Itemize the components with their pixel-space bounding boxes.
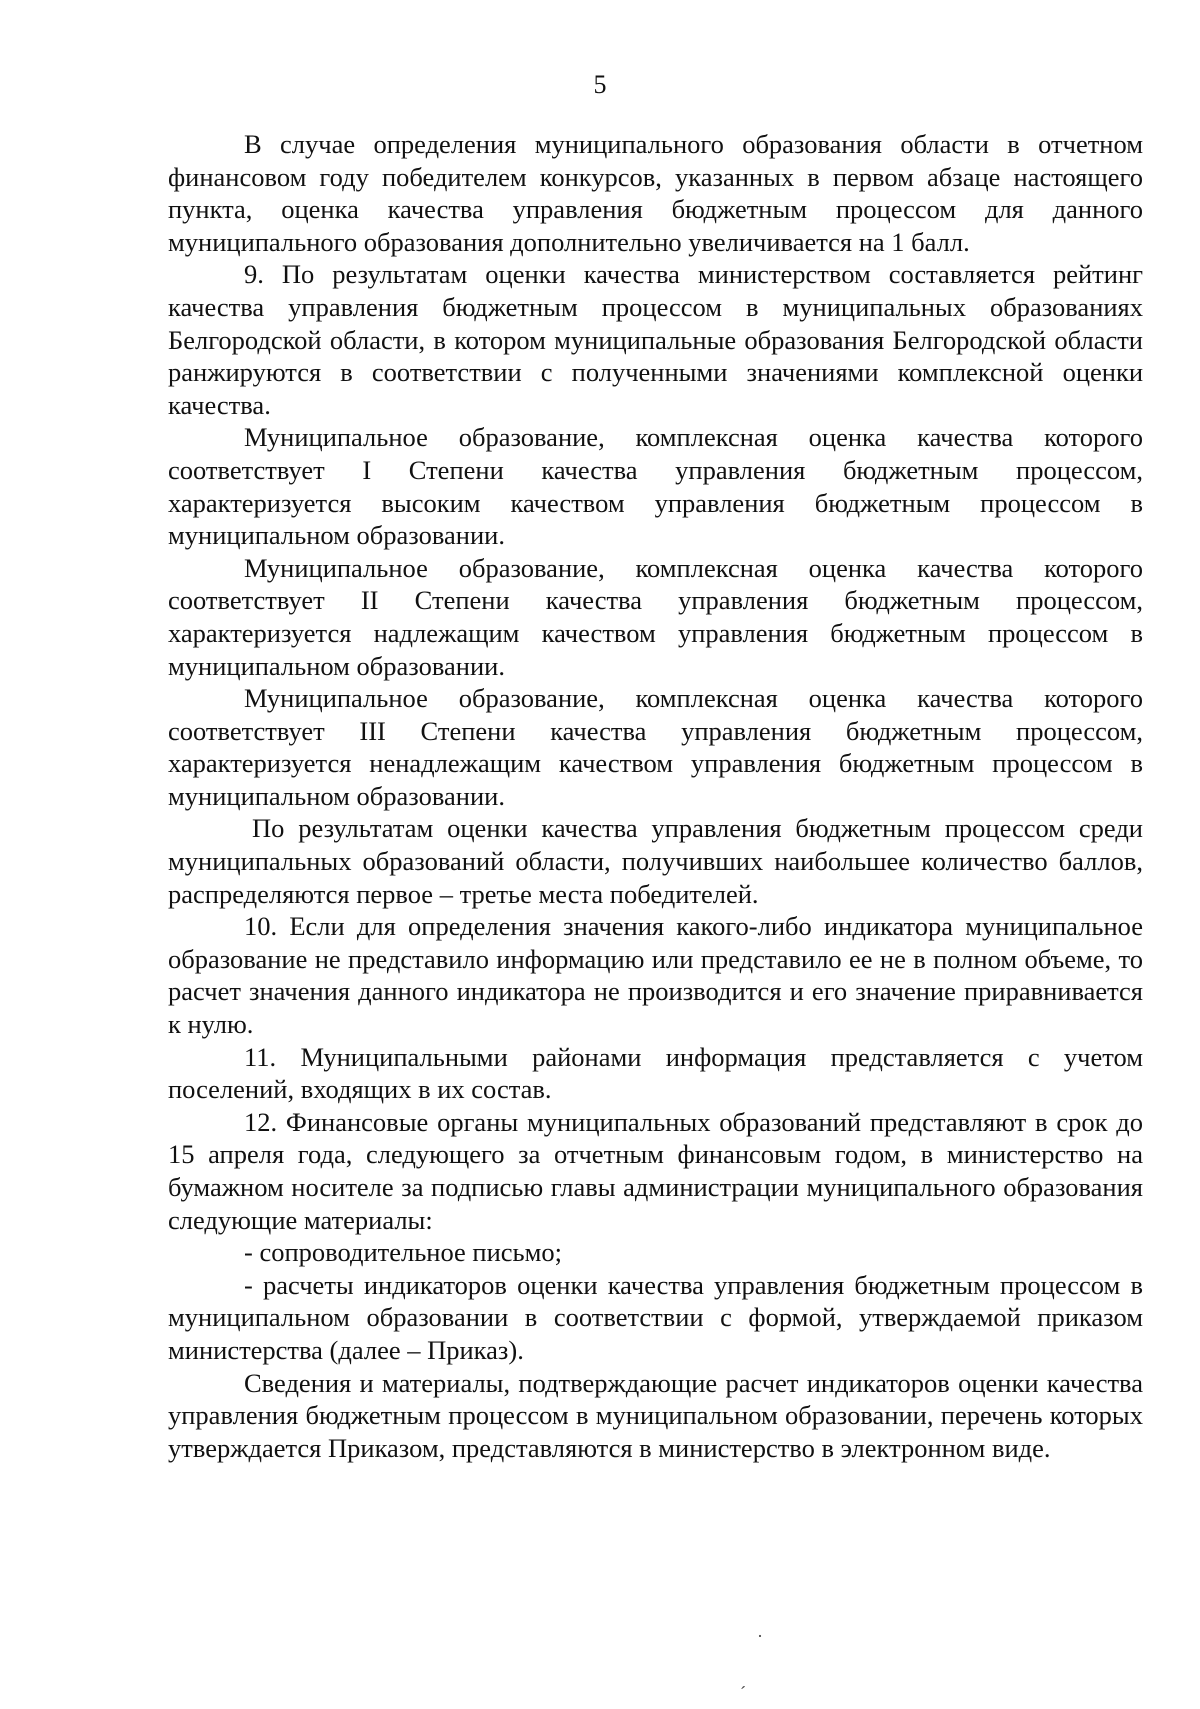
paragraph-item-10-missing-info: 10. Если для определения значения какого-либо индикатора муниципальное образование не представило информацию или представило ее не в полном объеме, то расчет значения данного индикатора не производится и его значение приравнивается к нулю. <box>168 911 1143 1040</box>
paragraph-degree-2: Муниципальное образование, комплексная оценка качества которого соответствует II Степени качества управления бюджетным процессом, характеризуется надлежащим качеством управления бюджетным процессом в муниципальном образовании. <box>168 552 1143 681</box>
paragraph-item-11-districts: 11. Муниципальными районами информация представляется с учетом поселений, входящих в их состав. <box>168 1041 1143 1105</box>
paragraph-degree-1: Муниципальное образование, комплексная оценка качества которого соответствует I Степени качества управления бюджетным процессом, характеризуется высоким качеством управления бюджетным процессом в муниципальном образовании. <box>168 422 1143 551</box>
list-item-indicator-calculations: - расчеты индикаторов оценки качества управления бюджетным процессом в муниципальном образовании в соответствии с формой, утверждаемой приказом министерства (далее – Приказ). <box>168 1269 1143 1365</box>
document-body <box>168 128 1143 1464</box>
paragraph-electronic-materials: Сведения и материалы, подтверждающие расчет индикаторов оценки качества управления бюджетным процессом в муниципальном образовании, перечень которых утверждается Приказом, представляются в министерство в электронном виде. <box>168 1367 1143 1463</box>
list-item-cover-letter: - сопроводительное письмо; <box>244 1237 563 1268</box>
scan-tick-mark: ˊ <box>740 1683 746 1703</box>
paragraph-winner-bonus: В случае определения муниципального образования области в отчетном финансовом году победителем конкурсов, указанных в первом абзаце настоящего пункта, оценка качества управления бюджетным процессом для данного муниципального образования дополнительно увеличивается на 1 балл. <box>168 129 1143 257</box>
paragraph-degree-3: Муниципальное образование, комплексная оценка качества которого соответствует III Степени качества управления бюджетным процессом, характеризуется ненадлежащим качеством управления бюджетным процессом в муниципальном образовании. <box>168 683 1143 811</box>
paragraph-winners-places: По результатам оценки качества управления бюджетным процессом среди муниципальных образований области, получивших наибольшее количество баллов, распределяются первое – третье места победителей. <box>168 813 1143 909</box>
paragraph-item-12-materials: 12. Финансовые органы муниципальных образований представляют в срок до 15 апреля года, следующего за отчетным финансовым годом, в министерство на бумажном носителе за подписью главы администрации муниципального образования следующие материалы: <box>168 1106 1143 1235</box>
page-number: 5 <box>593 70 607 99</box>
scan-speck-mark: · <box>757 1626 763 1646</box>
paragraph-item-9-rating: 9. По результатам оценки качества министерством составляется рейтинг качества управления бюджетным процессом в муниципальных образованиях Белгородской области, в котором муниципальные образования Белгородской области ранжируются в соответствии с полученными значениями комплексной оценки качества. <box>168 259 1143 420</box>
